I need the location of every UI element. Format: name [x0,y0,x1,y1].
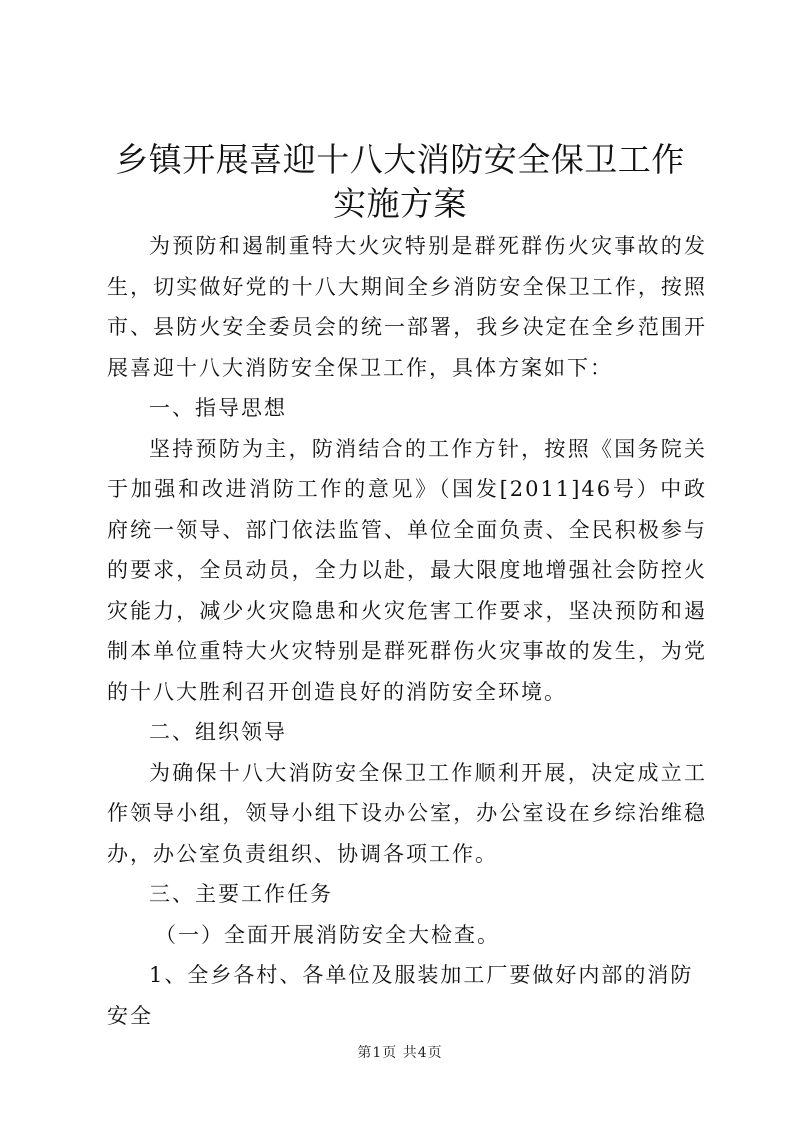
section-heading-main-tasks: 三、主要工作任务 [149,882,333,906]
section-body-guiding-ideology: 坚持预防为主，防消结合的工作方针，按照《国务院关于加强和改进消防工作的意见》（国发[2011]46号）中政府统一领导、部门依法监管、单位全面负责、全民积极参与的要求，全员动员，全力以赴，最大限度地增强社会防控火灾能力，减少火灾隐患和火灾危害工作要求，坚决预防和遏制本单位重特大火灾特别是群死群伤火灾事故的发生，为党的十八大胜利召开创造良好的消防安全环境。 [107,436,707,704]
document-body [107,226,707,1036]
task-item-1: 1、全乡各村、各单位及服装加工厂要做好内部的消防安全 [107,963,694,1028]
intro-paragraph: 为预防和遏制重特大火灾特别是群死群伤火灾事故的发生，切实做好党的十八大期间全乡消防安全保卫工作，按照市、县防火安全委员会的统一部署，我乡决定在全乡范围开展喜迎十八大消防安全保卫工作，具体方案如下： [107,234,707,380]
document-title: 乡镇开展喜迎十八大消防安全保卫工作实施方案 [115,140,685,223]
section-body-organization: 为确保十八大消防安全保卫工作顺利开展，决定成立工作领导小组，领导小组下设办公室，办公室设在乡综治维稳办，办公室负责组织、协调各项工作。 [107,760,707,866]
section-heading-guiding-ideology: 一、指导思想 [149,396,287,420]
page-number-footer: 第1页 共4页 [357,1045,443,1061]
subsection-heading-inspection: （一）全面开展消防安全大检查。 [155,922,500,947]
section-heading-organization: 二、组织领导 [149,720,287,744]
